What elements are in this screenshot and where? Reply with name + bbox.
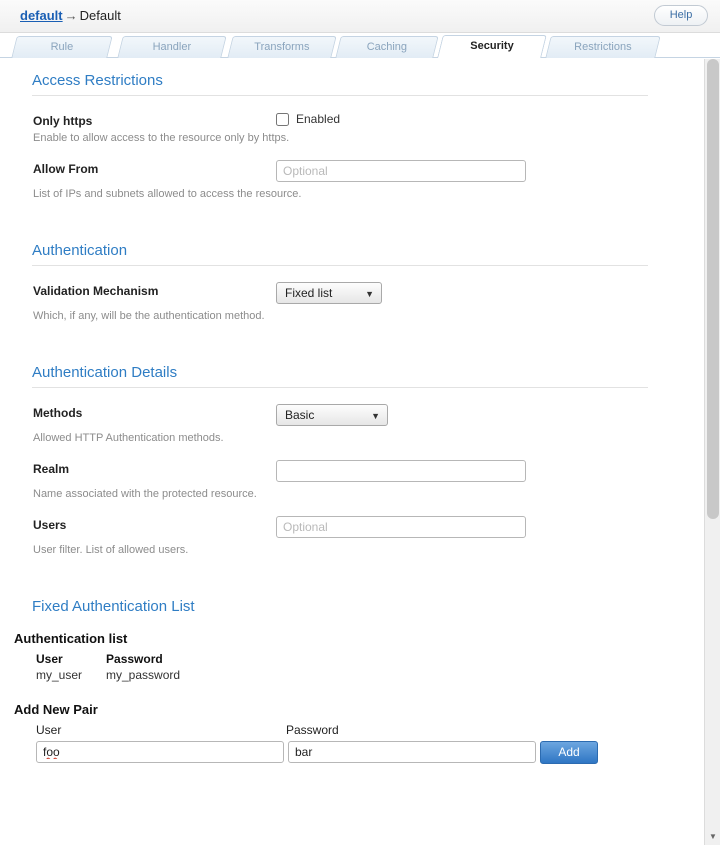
field-allow-from bbox=[0, 160, 680, 200]
chevron-down-icon: ▼ bbox=[365, 289, 374, 299]
top-bar bbox=[0, 0, 720, 33]
methods-label: Methods bbox=[33, 406, 83, 420]
cell-password: my_password bbox=[106, 668, 181, 682]
validation-mechanism-label: Validation Mechanism bbox=[33, 284, 159, 298]
section-title-access-restrictions: Access Restrictions bbox=[32, 72, 163, 89]
section-divider bbox=[32, 95, 648, 96]
users-input[interactable] bbox=[276, 516, 526, 538]
only-https-checkbox[interactable] bbox=[276, 113, 289, 126]
field-users bbox=[0, 516, 680, 556]
tab-rule-label: Rule bbox=[50, 41, 74, 53]
tab-rule[interactable] bbox=[11, 36, 112, 58]
only-https-checkbox-label: Enabled bbox=[296, 112, 341, 126]
field-realm bbox=[0, 460, 680, 500]
tab-strip bbox=[0, 33, 720, 58]
add-new-pair-heading: Add New Pair bbox=[14, 702, 98, 717]
column-header-user: User bbox=[36, 652, 63, 666]
breadcrumb-separator: → bbox=[64, 8, 78, 23]
vertical-scrollbar[interactable] bbox=[704, 59, 720, 845]
methods-value: Basic bbox=[285, 408, 315, 422]
add-new-pair-inputs bbox=[0, 741, 680, 767]
new-pair-user-label: User bbox=[36, 723, 62, 737]
new-pair-user-input[interactable] bbox=[36, 741, 284, 763]
settings-content bbox=[0, 58, 720, 844]
authentication-list-table bbox=[36, 652, 204, 682]
breadcrumb bbox=[20, 8, 121, 23]
validation-mechanism-select[interactable] bbox=[276, 282, 382, 304]
table-row bbox=[36, 668, 204, 682]
cell-user: my_user bbox=[36, 668, 83, 682]
add-pair-button[interactable]: Add bbox=[540, 741, 598, 764]
add-new-pair-labels bbox=[0, 723, 680, 739]
realm-input[interactable] bbox=[276, 460, 526, 482]
allow-from-input[interactable] bbox=[276, 160, 526, 182]
new-pair-password-input[interactable] bbox=[288, 741, 536, 763]
validation-mechanism-value: Fixed list bbox=[285, 286, 333, 300]
field-methods bbox=[0, 404, 680, 444]
section-title-authentication: Authentication bbox=[32, 242, 128, 259]
section-title-authentication-details: Authentication Details bbox=[32, 364, 178, 381]
help-button[interactable]: Help bbox=[654, 5, 708, 26]
users-help: User filter. List of allowed users. bbox=[33, 544, 189, 556]
tab-handler[interactable] bbox=[117, 36, 226, 58]
allow-from-label: Allow From bbox=[33, 162, 99, 176]
chevron-down-icon: ▼ bbox=[371, 411, 380, 421]
authentication-list-heading: Authentication list bbox=[14, 631, 128, 646]
methods-select[interactable] bbox=[276, 404, 388, 426]
methods-help: Allowed HTTP Authentication methods. bbox=[33, 432, 224, 444]
section-divider bbox=[32, 387, 648, 388]
allow-from-help: List of IPs and subnets allowed to access the resource. bbox=[33, 188, 302, 200]
field-only-https bbox=[0, 112, 680, 144]
tab-transforms-label: Transforms bbox=[254, 41, 310, 53]
scrollbar-thumb[interactable] bbox=[707, 59, 719, 519]
only-https-label: Only https bbox=[33, 114, 93, 128]
field-validation-mechanism bbox=[0, 282, 680, 322]
breadcrumb-current: Default bbox=[79, 8, 121, 23]
tab-restrictions[interactable] bbox=[545, 36, 660, 58]
realm-help: Name associated with the protected resource. bbox=[33, 488, 257, 500]
tab-caching-label: Caching bbox=[366, 41, 408, 53]
tab-restrictions-label: Restrictions bbox=[574, 41, 632, 53]
tab-transforms[interactable] bbox=[227, 36, 336, 58]
column-header-password: Password bbox=[106, 652, 163, 666]
realm-label: Realm bbox=[33, 462, 70, 476]
scroll-down-arrow-icon[interactable]: ▼ bbox=[709, 832, 717, 841]
new-pair-password-label: Password bbox=[286, 723, 339, 737]
tab-security[interactable] bbox=[437, 35, 547, 58]
validation-mechanism-help: Which, if any, will be the authentication method. bbox=[33, 310, 265, 322]
breadcrumb-root-link[interactable]: default bbox=[20, 8, 63, 23]
tab-handler-label: Handler bbox=[152, 41, 192, 53]
tab-security-label: Security bbox=[470, 40, 514, 52]
tab-caching[interactable] bbox=[335, 36, 438, 58]
section-title-fixed-authentication-list: Fixed Authentication List bbox=[32, 598, 195, 615]
users-label: Users bbox=[33, 518, 67, 532]
only-https-help: Enable to allow access to the resource only by https. bbox=[33, 132, 290, 144]
section-divider bbox=[32, 265, 648, 266]
table-header-row bbox=[36, 652, 204, 668]
